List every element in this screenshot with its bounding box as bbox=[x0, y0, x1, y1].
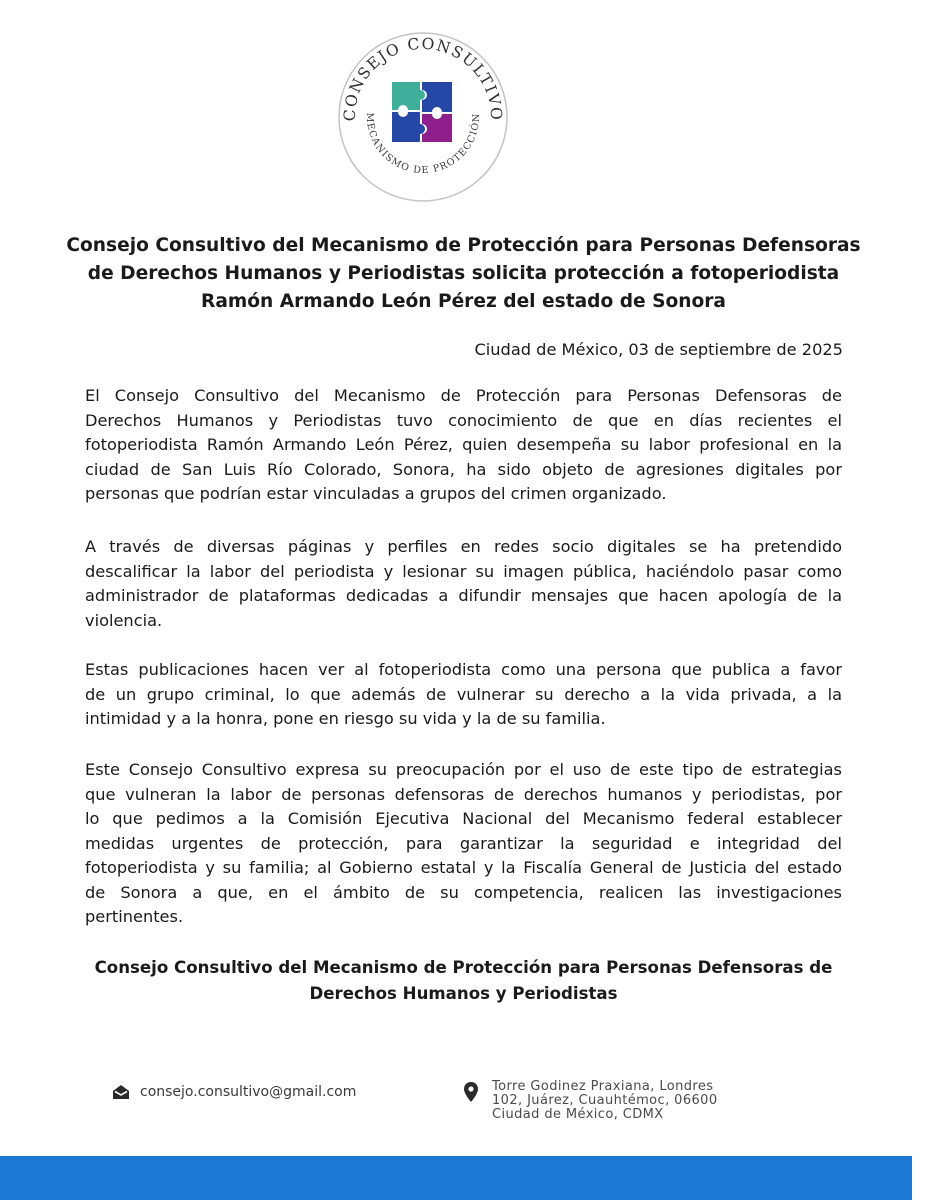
footer-address bbox=[464, 1080, 718, 1122]
puzzle-logo-icon bbox=[336, 30, 510, 204]
paragraph-line: ciudad de San Luis Río Colorado, Sonora, ha sido objeto de agresiones digitales por bbox=[85, 459, 842, 479]
title-line: de Derechos Humanos y Periodistas solicita protección a fotoperiodista bbox=[87, 263, 840, 284]
page-title bbox=[60, 232, 867, 316]
paragraph-line: administrador de plataformas dedicadas a difundir mensajes que hacen apología de la bbox=[85, 586, 842, 605]
paragraph-4 bbox=[85, 758, 842, 930]
paragraph-line: Estas publicaciones hacen ver al fotoperiodista como una persona que publica a favor bbox=[85, 660, 842, 679]
paragraph-1 bbox=[85, 384, 842, 507]
signature-line: Derechos Humanos y Periodistas bbox=[309, 984, 618, 1003]
paragraph-line: medidas urgentes de protección, para garantizar la seguridad e integridad del bbox=[85, 833, 842, 853]
paragraph-line: personas que podrían estar vinculadas a grupos del crimen organizado. bbox=[85, 484, 667, 503]
signature-line: Consejo Consultivo del Mecanismo de Protección para Personas Defensoras de bbox=[94, 958, 833, 977]
address-line: 102, Juárez, Cuauhtémoc, 06600 bbox=[492, 1093, 718, 1108]
envelope-icon bbox=[112, 1084, 130, 1100]
paragraph-line: A través de diversas páginas y perfiles en redes socio digitales se ha pretendido bbox=[85, 537, 842, 556]
paragraph-line: violencia. bbox=[85, 610, 163, 630]
paragraph-3 bbox=[85, 658, 842, 732]
address-line: Torre Godinez Praxiana, Londres bbox=[492, 1079, 714, 1094]
footer-email bbox=[112, 1084, 356, 1100]
footer-bar bbox=[0, 1156, 912, 1200]
paragraph-line: descalificar la labor del periodista y lesionar su imagen pública, haciéndolo pasar como bbox=[85, 561, 842, 581]
paragraph-line: de Sonora a que, en el ámbito de su competencia, realicen las investigaciones bbox=[85, 882, 842, 902]
paragraph-line: pertinentes. bbox=[85, 907, 184, 926]
date-location: Ciudad de México, 03 de septiembre de 2025 bbox=[474, 340, 843, 359]
paragraph-line: fotoperiodista y su familia; al Gobierno estatal y la Fiscalía General de Justicia del estado bbox=[85, 858, 842, 877]
address-line: Ciudad de México, CDMX bbox=[492, 1107, 664, 1122]
signature bbox=[60, 955, 867, 1007]
email-text[interactable]: consejo.consultivo@gmail.com bbox=[140, 1084, 357, 1100]
paragraph-line: fotoperiodista Ramón Armando León Pérez, quien desempeña su labor profesional en la bbox=[85, 435, 842, 454]
logo-top-text: CONSEJO CONSULTIVO bbox=[340, 34, 506, 122]
title-line: Consejo Consultivo del Mecanismo de Protección para Personas Defensoras bbox=[66, 235, 861, 256]
paragraph-line: intimidad y a la honra, pone en riesgo su vida y la de su familia. bbox=[85, 709, 606, 728]
location-pin-icon bbox=[464, 1082, 478, 1102]
paragraph-line: Derechos Humanos y Periodistas tuvo conocimiento de que en días recientes el bbox=[85, 410, 842, 430]
consejo-consultivo-logo bbox=[336, 30, 510, 204]
paragraph-line: de un grupo criminal, lo que además de vulnerar su derecho a la vida privada, a la bbox=[85, 684, 842, 704]
title-line: Ramón Armando León Pérez del estado de Sonora bbox=[201, 291, 726, 312]
paragraph-line: Este Consejo Consultivo expresa su preocupación por el uso de este tipo de estrategias bbox=[85, 760, 842, 779]
paragraph-line: que vulneran la labor de personas defensoras de derechos humanos y periodistas, por bbox=[85, 784, 842, 804]
paragraph-line: El Consejo Consultivo del Mecanismo de Protección para Personas Defensoras de bbox=[85, 386, 842, 405]
paragraph-2 bbox=[85, 535, 842, 633]
paragraph-line: lo que pedimos a la Comisión Ejecutiva Nacional del Mecanismo federal establecer bbox=[85, 809, 842, 828]
logo-bottom-text: MECANISMO DE PROTECCIÓN bbox=[363, 112, 483, 177]
